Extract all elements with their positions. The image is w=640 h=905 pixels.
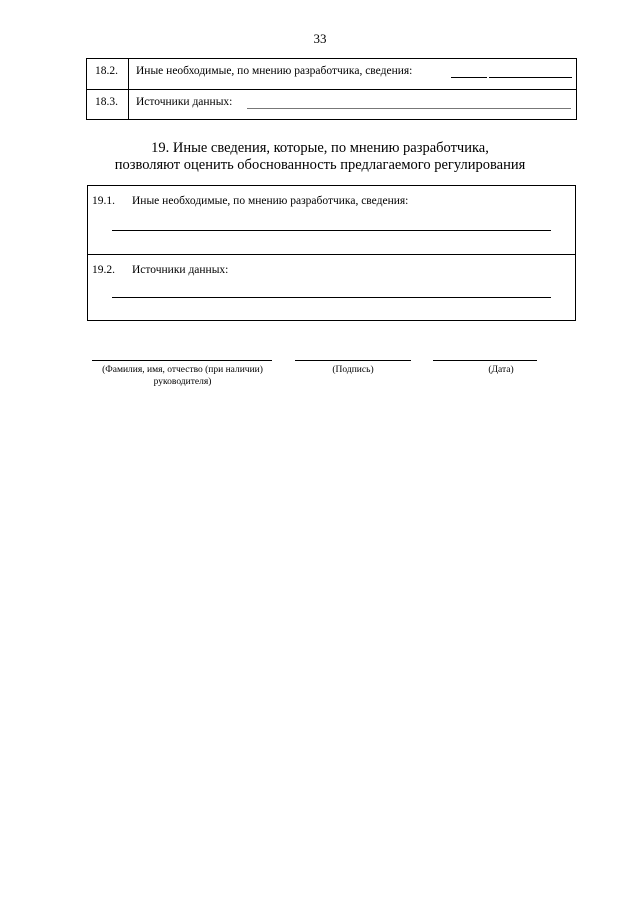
signature-line — [295, 360, 411, 361]
fill-line — [489, 77, 572, 78]
fill-line — [451, 77, 487, 78]
table-18 — [86, 58, 577, 120]
name-line — [92, 360, 272, 361]
fill-line — [247, 108, 571, 109]
fill-line — [112, 297, 551, 298]
name-label-line1: (Фамилия, имя, отчество (при наличии) — [102, 365, 263, 375]
date-label: (Дата) — [488, 365, 514, 375]
column-divider — [128, 59, 129, 119]
row-label: Иные необходимые, по мнению разработчика, сведения: — [132, 195, 409, 207]
table-row-18-3 — [87, 90, 576, 120]
name-label — [85, 364, 280, 388]
row-number: 18.2. — [95, 65, 118, 77]
table-row-18-2 — [87, 59, 576, 90]
row-number: 19.1. — [92, 195, 115, 207]
row-label: Источники данных: — [132, 264, 229, 276]
date-line — [433, 360, 537, 361]
row-label: Иные необходимые, по мнению разработчика, сведения: — [136, 65, 413, 77]
section-19-title-line2: позволяют оценить обоснованность предлагаемого регулирования — [114, 157, 526, 173]
name-label-line2: руководителя) — [153, 377, 212, 387]
row-number: 18.3. — [95, 96, 118, 108]
fill-line — [112, 230, 551, 231]
row-divider — [88, 254, 575, 255]
row-number: 19.2. — [92, 264, 115, 276]
row-label: Источники данных: — [136, 96, 233, 108]
section-19-title-line1: 19. Иные сведения, которые, по мнению разработчика, — [151, 140, 489, 156]
page-number: 33 — [313, 31, 327, 46]
table-19 — [87, 185, 576, 321]
signature-label: (Подпись) — [332, 365, 374, 375]
